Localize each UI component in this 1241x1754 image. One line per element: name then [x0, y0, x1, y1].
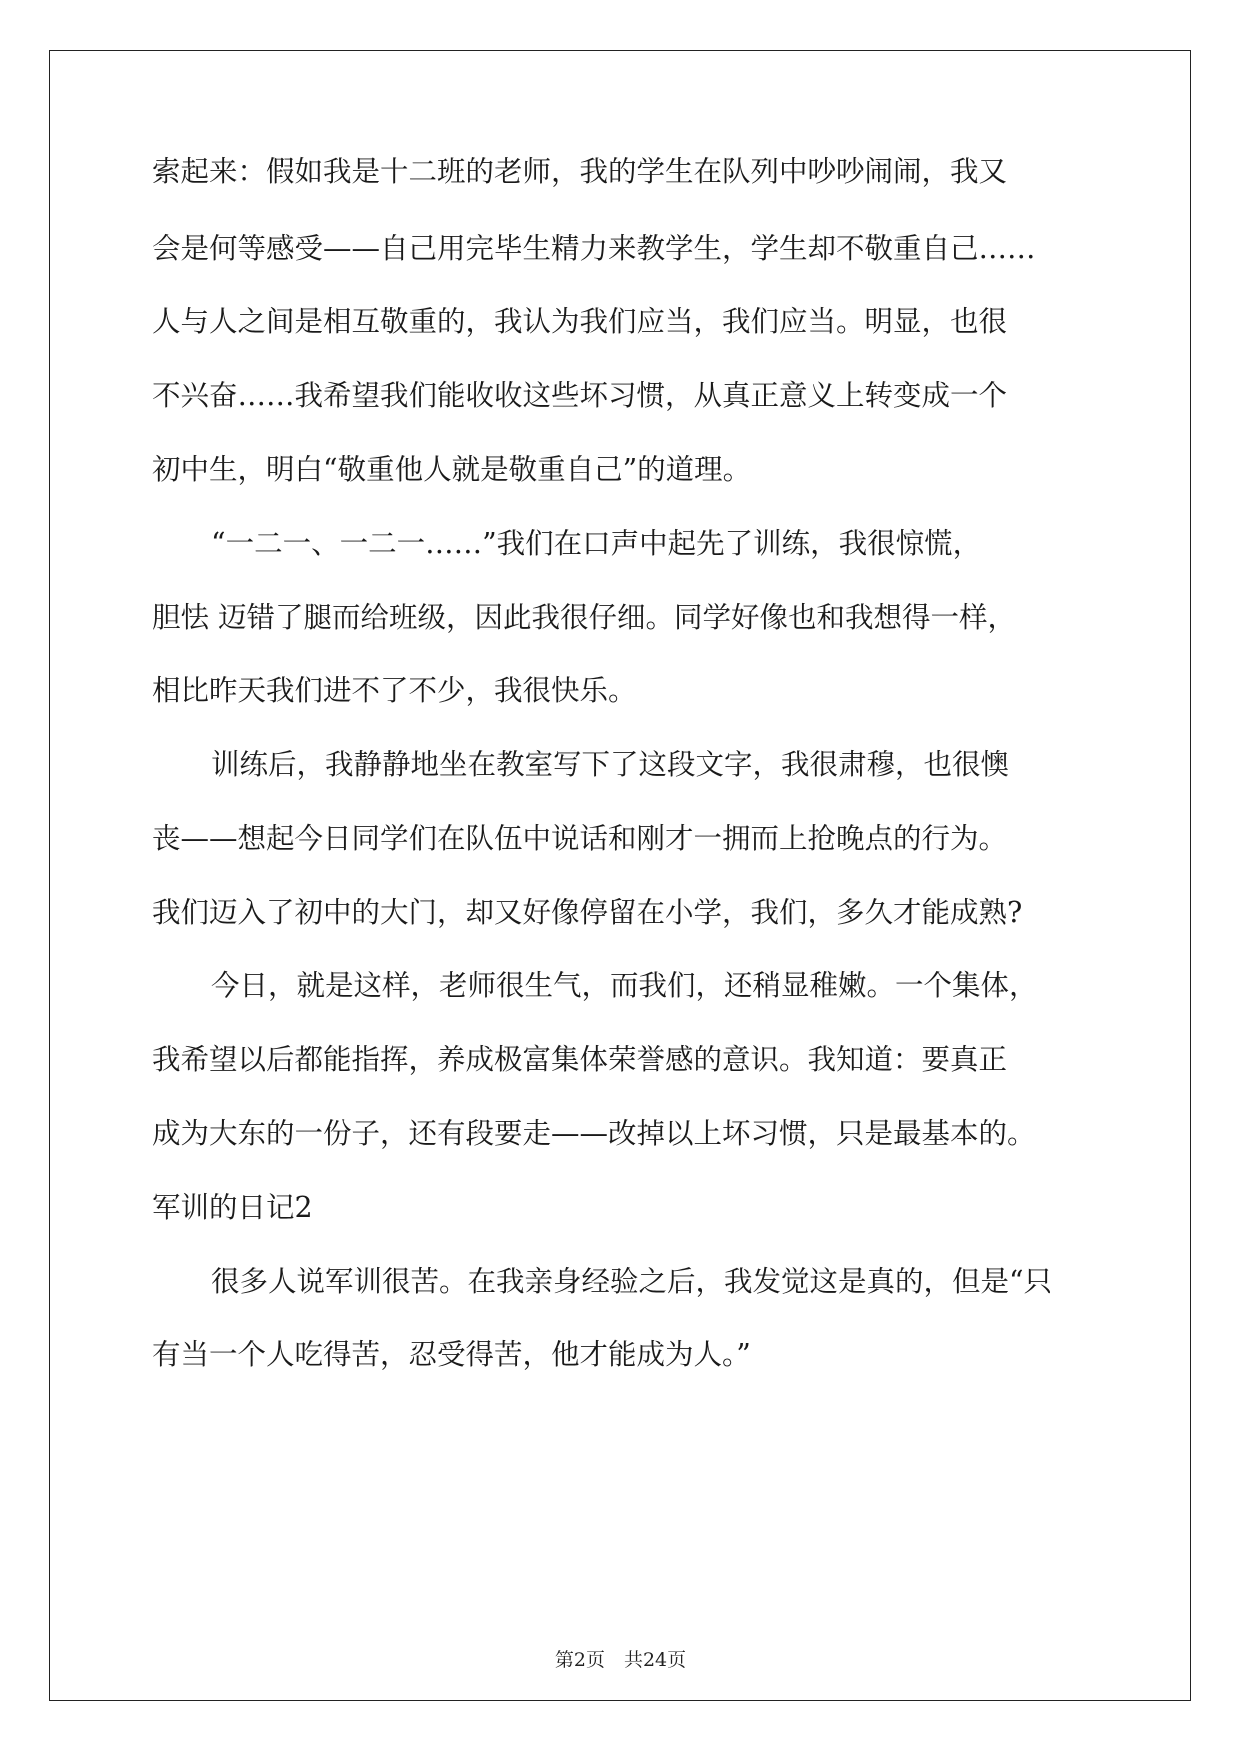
text-line: “一二一、一二一……”我们在口声中起先了训练，我很惊慌， [211, 527, 982, 560]
page-border [49, 50, 1191, 1701]
section-heading: 军训的日记2 [152, 1191, 313, 1224]
text-line: 丧——想起今日同学们在队伍中说话和刚才一拥而上抢晚点的行为。 [152, 822, 1008, 855]
text-line: 今日，就是这样，老师很生气，而我们，还稍显稚嫩。一个集体， [211, 969, 1038, 1002]
text-line: 会是何等感受——自己用完毕生精力来教学生，学生却不敬重自己…… [152, 232, 1036, 265]
text-line: 初中生，明白“敬重他人就是敬重自己”的道理。 [152, 453, 752, 486]
page-footer: 第2页 共24页 [554, 1649, 687, 1671]
text-line: 不兴奋……我希望我们能收收这些坏习惯，从真正意义上转变成一个 [152, 379, 1008, 412]
text-line: 胆怯 迈错了腿而给班级，因此我很仔细。同学好像也和我想得一样， [152, 601, 1017, 634]
text-line: 我们迈入了初中的大门，却又好像停留在小学，我们，多久才能成熟? [152, 896, 1023, 929]
text-line: 有当一个人吃得苦，忍受得苦，他才能成为人。” [152, 1338, 751, 1371]
text-line: 成为大东的一份子，还有段要走——改掉以上坏习惯，只是最基本的。 [152, 1117, 1036, 1150]
text-line: 相比昨天我们进不了不少，我很快乐。 [152, 674, 637, 707]
text-line: 训练后，我静静地坐在教室写下了这段文字，我很肃穆，也很懊 [211, 748, 1010, 781]
text-line: 人与人之间是相互敬重的，我认为我们应当，我们应当。明显，也很 [152, 305, 1008, 338]
text-line: 索起来：假如我是十二班的老师，我的学生在队列中吵吵闹闹，我又 [152, 155, 1008, 188]
text-line: 很多人说军训很苦。在我亲身经验之后，我发觉这是真的，但是“只 [211, 1265, 1053, 1298]
text-line: 我希望以后都能指挥，养成极富集体荣誉感的意识。我知道：要真正 [152, 1043, 1008, 1076]
